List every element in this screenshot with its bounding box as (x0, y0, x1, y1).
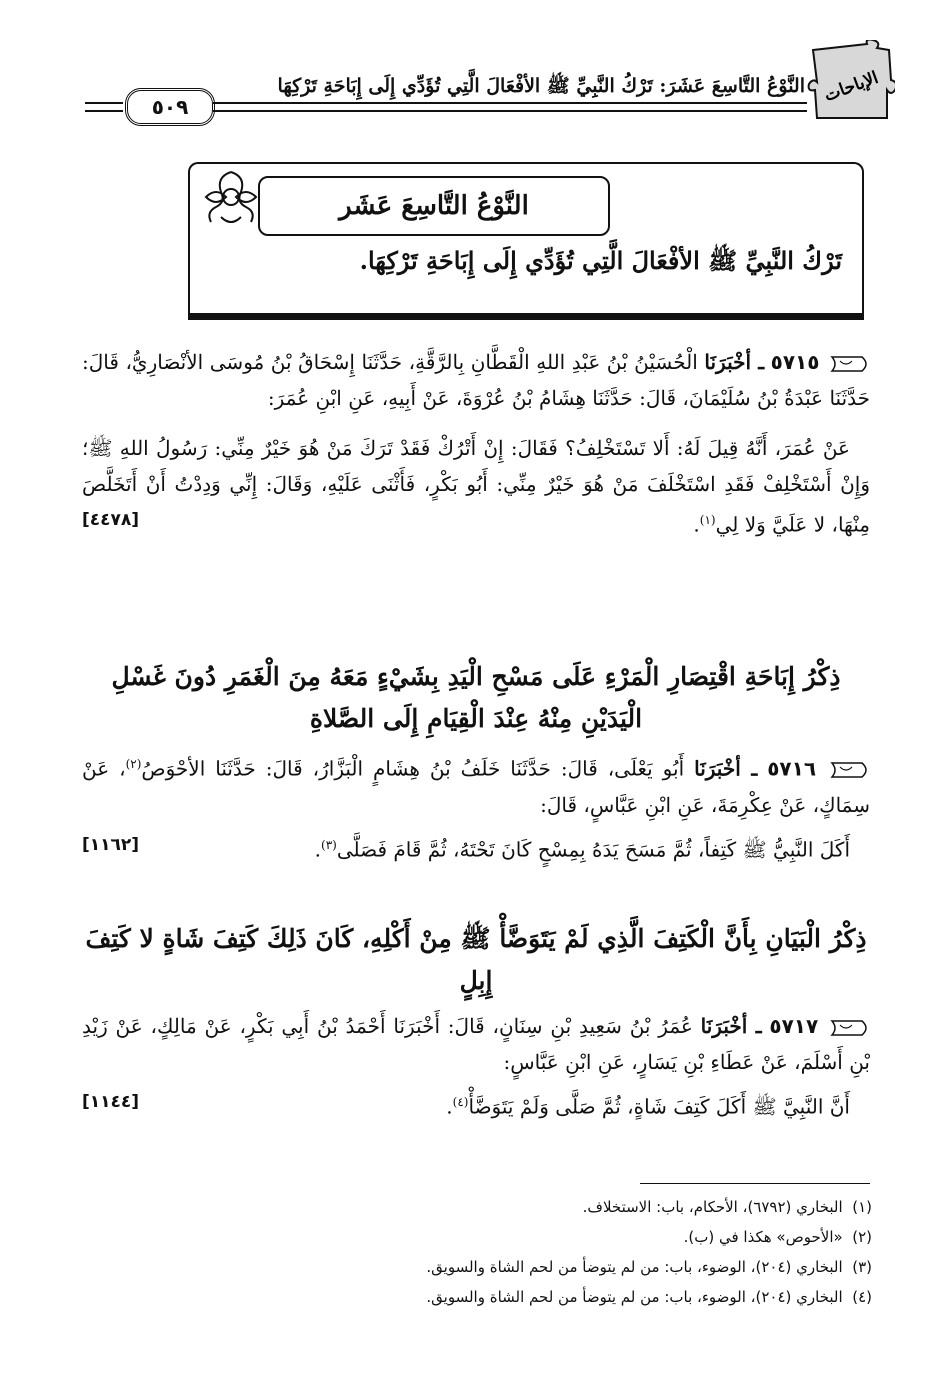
hadith-block (82, 344, 870, 543)
hadith-reference: [٤٤٧٨] (82, 510, 140, 530)
footnote-mark: (٢) (852, 1228, 872, 1246)
header-rule (213, 102, 807, 112)
matn-text: أَكَلَ النَّبِيُّ ﷺ كَتِفاً، ثُمَّ مَسَحَ يَدَهُ بِمِسْحٍ كَانَ تَحْتَهُ، ثُمَّ قَامَ فَصَلَّى (336, 837, 850, 862)
page-number: ٥٠٩ (125, 88, 215, 126)
hadith-reference: [١١٦٢] (82, 834, 140, 855)
hadith-marker-icon (830, 355, 870, 373)
footnote-text: «الأحوص» هكذا في (ب). (683, 1228, 843, 1246)
running-title: النَّوْعُ التَّاسِعَ عَشَرَ: تَرْكُ النَّبِيِّ ﷺ الأفْعَالَ الَّتِي تُؤَدِّي إِلَى إِبَاحَةِ تَرْكِهَا (277, 75, 805, 97)
hadith-number: ٥٧١٧ (769, 1014, 819, 1038)
footnote-marker: (١) (699, 513, 716, 527)
footnote (82, 1222, 872, 1252)
footnote-mark: (٣) (852, 1258, 872, 1276)
footnote-rule (640, 1183, 870, 1184)
chapter-rule (188, 313, 864, 320)
footnote-text: البخاري (٦٧٩٢)، الأحكام، باب: الاستخلاف. (582, 1198, 843, 1216)
footnote-mark: (٤) (852, 1288, 872, 1306)
chapter-box (188, 162, 864, 320)
isnad-text-rest: ، عَنْ سِمَاكٍ، عَنْ عِكْرِمَةَ، عَنِ ابْنِ عَبَّاسٍ، قَالَ: (82, 756, 870, 817)
hadith-isnad: ٥٧١٥ ـ أخْبَرَنَا الْحُسَيْنُ بْنُ عَبْدِ اللهِ الْقَطَّانِ بِالرَّقَّةِ، حَدَّثَنَا إِسْحَاقُ بْنُ مُوسَى الأنْصَارِيُّ، قَالَ: حَدَّثَنَا عَبْدَةُ بْنُ سُلَيْمَانَ، قَالَ: حَدَّثَنَا هِشَامُ بْنُ عُرْوَةَ، عَنْ أَبِيهِ، عَنِ ابْنِ عُمَرَ: (82, 350, 870, 410)
hadith-matn: أَكَلَ النَّبِيُّ ﷺ كَتِفاً، ثُمَّ مَسَحَ يَدَهُ بِمِسْحٍ كَانَ تَحْتَهُ، ثُمَّ قَامَ فَصَلَّى$^{(٣)}$. [١١٦٢] (82, 827, 870, 868)
footnote (82, 1252, 872, 1282)
hadith-number: ٥٧١٥ (770, 350, 820, 374)
section-heading: ذِكْرُ الْبَيَانِ بِأَنَّ الْكَتِفَ الَّذِي لَمْ يَتَوَضَّأْ ﷺ مِنْ أَكْلِهِ، كَانَ ذَلِكَ كَتِفَ شَاةٍ لا كَتِفَ إِبِلٍ (85, 924, 867, 995)
isnad-text: الْحُسَيْنُ بْنُ عَبْدِ اللهِ الْقَطَّانِ بِالرَّقَّةِ، حَدَّثَنَا إِسْحَاقُ بْنُ مُوسَى الأنْصَارِيُّ، قَالَ: حَدَّثَنَا عَبْدَةُ بْنُ سُلَيْمَانَ، قَالَ: حَدَّثَنَا هِشَامُ بْنُ عُرْوَةَ، عَنْ أَبِيهِ، عَنِ ابْنِ عُمَرَ: (82, 350, 870, 410)
matn-text: أَنَّ النَّبِيَّ ﷺ أَكَلَ كَتِفَ شَاةٍ، ثُمَّ صَلَّى وَلَمْ يَتَوَضَّأْ (468, 1094, 850, 1119)
footnote-marker: (٤) (452, 1095, 469, 1109)
hadith-number: ٥٧١٦ (767, 756, 817, 781)
hadith-matn: عَنْ عُمَرَ، أَنَّهُ قِيلَ لَهُ: أَلا تَسْتَخْلِفُ؟ فَقَالَ: إِنْ أَتْرُكْ فَقَدْ تَرَكَ مَنْ هُوَ خَيْرٌ مِنِّي: رَسُولُ اللهِ ﷺ؛ وَإِنْ أَسْتَخْلِفْ فَقَدِ اسْتَخْلَفَ مَنْ هُوَ خَيْرٌ مِنِّي: أَبُو بَكْرٍ، فَأَثْنَى عَلَيْهِ، وَقَالَ: إِنِّي وَدِدْتُ أَنْ أَتَخَلَّصَ مِنْهَا، لا عَلَيَّ وَلا لِي$^{(١)}$. [٤٤٧٨] (82, 436, 870, 537)
ornament-icon (196, 162, 266, 232)
hadith-label: أخْبَرَنَا (700, 1014, 748, 1038)
footnote-mark: (١) (852, 1198, 872, 1216)
hadith-marker-icon (830, 1019, 870, 1037)
hadith-matn: أَنَّ النَّبِيَّ ﷺ أَكَلَ كَتِفَ شَاةٍ، ثُمَّ صَلَّى وَلَمْ يَتَوَضَّأْ$^{(٤)}$. [١١٤٤] (82, 1084, 870, 1125)
page-header (85, 40, 895, 130)
matn-text: عَنْ عُمَرَ، أَنَّهُ قِيلَ لَهُ: أَلا تَسْتَخْلِفُ؟ فَقَالَ: إِنْ أَتْرُكْ فَقَدْ تَرَكَ مَنْ هُوَ خَيْرٌ مِنِّي: رَسُولُ اللهِ ﷺ؛ وَإِنْ أَسْتَخْلِفْ فَقَدِ اسْتَخْلَفَ مَنْ هُوَ خَيْرٌ مِنِّي: أَبُو بَكْرٍ، فَأَثْنَى عَلَيْهِ، وَقَالَ: إِنِّي وَدِدْتُ أَنْ أَتَخَلَّصَ مِنْهَا، لا عَلَيَّ وَلا لِي (82, 436, 870, 537)
footnote-marker: (٢) (125, 757, 142, 771)
header-rule-left (85, 102, 123, 112)
puzzle-logo-icon (807, 40, 895, 122)
hadith-block (82, 656, 870, 867)
chapter-title: النَّوْعُ التَّاسِعَ عَشَر (258, 176, 610, 236)
isnad-text: عُمَرُ بْنُ سَعِيدِ بْنِ سِنَانٍ، قَالَ: أَخْبَرَنَا أَحْمَدُ بْنُ أَبِي بَكْرٍ، عَنْ مَالِكٍ، عَنْ زَيْدِ بْنِ أَسْلَمَ، عَنْ عَطَاءِ بْنِ يَسَارٍ، عَنِ ابْنِ عَبَّاسٍ: (82, 1014, 870, 1074)
isnad-text: أَبُو يَعْلَى، قَالَ: حَدَّثَنَا خَلَفُ بْنُ هِشَامٍ الْبَزَّارُ، قَالَ: حَدَّثَنَا الأحْوَصُ (141, 756, 685, 781)
footnote (82, 1192, 872, 1222)
chapter-subtitle: تَرْكُ النَّبِيِّ ﷺ الأفْعَالَ الَّتِي تُؤَدِّي إِلَى إِبَاحَةِ تَرْكِهَا. (359, 246, 842, 275)
hadith-label: أخْبَرَنَا (694, 756, 741, 781)
hadith-label: أخْبَرَنَا (704, 350, 752, 374)
hadith-isnad: ٥٧١٦ ـ أخْبَرَنَا أَبُو يَعْلَى، قَالَ: حَدَّثَنَا خَلَفُ بْنُ هِشَامٍ الْبَزَّارُ، قَالَ: حَدَّثَنَا الأحْوَصُ$^{(٢)}$، عَنْ سِمَاكٍ، عَنْ عِكْرِمَةَ، عَنِ ابْنِ عَبَّاسٍ، قَالَ: (82, 756, 870, 817)
footnote (82, 1282, 872, 1312)
section-heading: ذِكْرُ إِبَاحَةِ اقْتِصَارِ الْمَرْءِ عَلَى مَسْحِ الْيَدِ بِشَيْءٍ مَعَهُ مِنَ الْغَمَرِ دُونَ غَسْلِ الْيَدَيْنِ مِنْهُ عِنْدَ الْقِيَامِ إِلَى الصَّلاةِ (111, 662, 841, 733)
logo-text: الإباحات (821, 67, 882, 106)
footnote-marker: (٣) (321, 837, 337, 852)
hadith-block (82, 918, 870, 1125)
hadith-isnad: ٥٧١٧ ـ أخْبَرَنَا عُمَرُ بْنُ سَعِيدِ بْنِ سِنَانٍ، قَالَ: أَخْبَرَنَا أَحْمَدُ بْنُ أَبِي بَكْرٍ، عَنْ مَالِكٍ، عَنْ زَيْدِ بْنِ أَسْلَمَ، عَنْ عَطَاءِ بْنِ يَسَارٍ، عَنِ ابْنِ عَبَّاسٍ: (82, 1014, 870, 1074)
footnotes (82, 1192, 872, 1312)
hadith-reference: [١١٤٤] (82, 1092, 140, 1112)
hadith-marker-icon (830, 761, 870, 779)
footnote-text: البخاري (٢٠٤)، الوضوء، باب: من لم يتوضأ من لحم الشاة والسويق. (426, 1258, 843, 1276)
footnote-text: البخاري (٢٠٤)، الوضوء، باب: من لم يتوضأ من لحم الشاة والسويق. (426, 1288, 843, 1306)
